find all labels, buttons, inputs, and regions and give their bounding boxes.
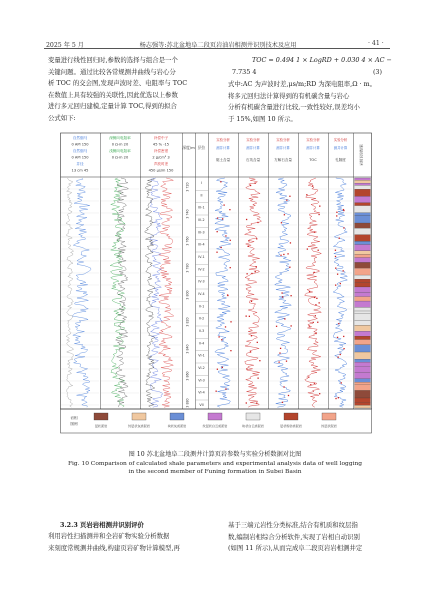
- core-point: [251, 273, 252, 274]
- core-point: [338, 397, 339, 398]
- legend-label: 层状泥岩: [94, 424, 108, 428]
- lithofacies-band: [355, 282, 371, 287]
- core-point: [281, 292, 282, 293]
- figure-caption-cn: 图 10 苏北盆地阜二段测井计算页岩参数与实验分析数据对比图: [128, 451, 302, 458]
- legend-label: 层状粉砂质泥岩: [280, 424, 302, 428]
- core-point: [251, 301, 252, 302]
- core-point: [217, 369, 218, 370]
- lithofacies-band: [355, 313, 371, 320]
- core-point: [256, 403, 257, 404]
- core-point: [288, 395, 289, 396]
- calc-header: 测井计算: [216, 146, 230, 150]
- depth-tick: 3 780: [185, 263, 190, 273]
- core-point: [230, 350, 231, 351]
- core-point: [284, 318, 285, 319]
- legend-swatch: [132, 413, 146, 420]
- layer-label: V-1: [198, 304, 205, 309]
- analysis-header: 实验分析: [246, 138, 260, 142]
- text-line: (如图 11 所示),从而完成阜二段页岩岩相测井定: [228, 544, 363, 553]
- core-point: [337, 337, 338, 338]
- lithofacies-band: [355, 275, 371, 279]
- lithofacies-band: [355, 216, 371, 223]
- core-point: [246, 219, 247, 220]
- core-point: [230, 240, 231, 241]
- parameter-name: 黏土含量: [215, 158, 231, 162]
- core-point: [246, 315, 247, 316]
- core-point: [250, 351, 251, 352]
- calculated-curve: [333, 178, 347, 407]
- equation-3: [232, 55, 392, 67]
- core-point: [227, 294, 228, 295]
- core-point: [283, 386, 284, 387]
- core-point: [257, 342, 258, 343]
- lithofacies-band: [355, 245, 371, 251]
- section-heading: 3.2.3 页岩岩相测井识别评价: [60, 521, 144, 529]
- core-point: [246, 368, 247, 369]
- lithofacies-band: [355, 402, 371, 405]
- core-point: [315, 315, 316, 316]
- core-point: [343, 348, 344, 349]
- core-point: [286, 361, 287, 362]
- depth-tick: 3 740: [185, 209, 190, 219]
- track1-header-label: 井径: [76, 162, 84, 166]
- depth-tick: 3 720: [185, 182, 190, 192]
- track3-header-label: 450 μs/m 150: [148, 168, 174, 173]
- core-point: [248, 240, 249, 241]
- text-line: 利用岩性扫描测井和全岩矿物实验分析数据: [48, 532, 170, 540]
- text-line: 分析有机碳含量进行比较,一致性较好,误差均小: [228, 103, 360, 112]
- lithofacies-band: [355, 331, 371, 336]
- depth-tick: 3 840: [185, 344, 190, 354]
- track2-header-label: 0 Ω·m 20: [111, 142, 129, 147]
- legend-label: 纹层状灰质泥岩: [128, 424, 150, 428]
- equation-line-2: 7.735 4: [232, 68, 257, 76]
- lithofacies-band: [355, 189, 371, 196]
- core-point: [246, 273, 247, 274]
- core-point: [335, 268, 336, 269]
- lithofacies-band: [355, 311, 371, 313]
- calculated-curve: [305, 178, 321, 407]
- core-point: [319, 393, 320, 394]
- core-point: [217, 231, 218, 232]
- track3-header-label: 声波时差: [153, 162, 169, 166]
- lithofacies-band: [355, 287, 371, 293]
- core-point: [314, 272, 315, 273]
- legend-title: 图例: [70, 422, 78, 426]
- calculated-curve: [215, 178, 231, 407]
- lithofacies-band: [355, 321, 371, 326]
- core-point: [336, 215, 337, 216]
- figure-frame: [61, 133, 372, 409]
- core-point: [286, 200, 287, 201]
- text-line: 将多元回归法计算得到的有机碳含量与岩心: [228, 91, 350, 100]
- lithofacies-band: [355, 301, 371, 307]
- text-line: 进行多元回归建模,定量计算 TOC,得到的拟合: [48, 102, 177, 111]
- core-point: [307, 248, 308, 249]
- text-line: 关键问题。通过比较各常规测井曲线与岩心分: [48, 67, 176, 76]
- layer-label: IV-3: [198, 279, 205, 284]
- core-point: [343, 209, 344, 210]
- core-point: [246, 402, 247, 403]
- lithofacies-band: [355, 228, 371, 234]
- core-point: [310, 384, 311, 385]
- lithofacies-band: [355, 223, 371, 228]
- depth-tick: 3 820: [185, 317, 190, 327]
- lithofacies-band: [355, 203, 371, 206]
- layer-label: III-4: [198, 242, 205, 247]
- track3-header-label: 45 % -15: [152, 142, 170, 147]
- lithofacies-band: [355, 325, 371, 331]
- core-point: [223, 204, 224, 205]
- lithofacies-band: [355, 235, 371, 242]
- lithofacies-band: [355, 382, 371, 384]
- core-point: [343, 227, 344, 228]
- lithofacies-band: [355, 183, 371, 185]
- depth-tick: 3 800: [185, 290, 190, 300]
- legend-swatch: [322, 413, 336, 420]
- core-point: [225, 235, 226, 236]
- core-point: [282, 296, 283, 297]
- lithofacies-band: [355, 362, 371, 366]
- core-point: [287, 253, 288, 254]
- depth-header: 深度/m: [182, 145, 195, 150]
- track1-header-label: 0 API 150: [71, 155, 89, 160]
- calculated-curve: [245, 178, 262, 407]
- lithofacies-band: [355, 206, 371, 213]
- track2-header-label: 深侧向电阻率: [109, 136, 131, 140]
- core-point: [340, 283, 341, 284]
- core-point: [289, 196, 290, 197]
- core-point: [314, 297, 315, 298]
- lithofacies-band: [355, 398, 371, 402]
- lithofacies-band: [355, 241, 371, 244]
- core-point: [314, 232, 315, 233]
- core-point: [225, 326, 226, 327]
- lithofacies-band: [355, 345, 371, 352]
- lithofacies-band: [355, 379, 371, 382]
- layer-label: III-2: [198, 218, 205, 222]
- core-point: [282, 402, 283, 403]
- lithofacies-band: [355, 196, 371, 202]
- calc-header: 测井计算: [306, 146, 320, 150]
- equation-line-1: TOC = 0.494 1 × LogRD + 0.030 4 × AC −: [252, 56, 392, 64]
- lithofacies-band: [355, 180, 371, 183]
- core-point: [340, 354, 341, 355]
- core-point: [222, 218, 223, 219]
- core-point: [279, 352, 280, 353]
- layer-label: IV-1: [198, 255, 205, 259]
- calc-header: 测井计算: [276, 146, 290, 150]
- core-point: [335, 284, 336, 285]
- parameter-name: 方解石含量: [274, 158, 292, 162]
- header-rule: [44, 48, 390, 49]
- layer-label: II: [200, 193, 203, 198]
- core-point: [319, 302, 320, 303]
- core-point: [256, 238, 257, 239]
- core-point: [229, 209, 230, 210]
- legend-label: 块状白云质泥岩: [242, 424, 264, 428]
- layer-label: VI-2: [198, 366, 205, 370]
- parameter-name: TOC: [309, 158, 317, 162]
- layer-header: 层位: [197, 145, 206, 150]
- core-point: [318, 214, 319, 215]
- core-point: [222, 367, 223, 368]
- legend-label: 块状灰质泥岩: [167, 424, 187, 428]
- core-point: [255, 271, 256, 272]
- analysis-header: 实验分析: [333, 138, 348, 142]
- text-line: 来刻度常规测井曲线,构建页岩矿物计算模型,再: [48, 543, 180, 552]
- core-point: [335, 250, 336, 251]
- core-point: [281, 222, 282, 223]
- core-point: [318, 250, 319, 251]
- running-title: 杨志强等:苏北盆地阜二段页岩油岩相测井识别技术及应用: [139, 42, 297, 49]
- layer-label: V-4: [198, 341, 205, 346]
- core-point: [308, 377, 309, 378]
- core-point: [220, 181, 221, 182]
- core-point: [250, 185, 251, 186]
- text-line: 公式如下:: [48, 113, 76, 122]
- track3-header-label: 补偿密度: [153, 149, 169, 153]
- caption-en-line-2: in the second member of Funing formation in Subei Basin: [128, 469, 302, 475]
- lithofacies-band: [355, 336, 371, 339]
- depth-tick: 3 760: [185, 236, 190, 246]
- core-point: [343, 336, 344, 337]
- legend-swatch: [170, 413, 184, 420]
- layer-label: III-3: [198, 230, 205, 235]
- equation-number: (3): [372, 68, 382, 76]
- core-point: [309, 291, 310, 292]
- core-point: [306, 194, 307, 195]
- core-point: [338, 323, 339, 324]
- track1-header-label: 0 API 150: [71, 142, 89, 147]
- layer-label: VI-3: [198, 378, 205, 383]
- depth-tick: 3 860: [185, 371, 190, 381]
- core-point: [319, 205, 320, 206]
- lithofacies-band: [355, 385, 371, 391]
- core-point: [284, 214, 285, 215]
- core-point: [341, 382, 342, 383]
- track2-header-label: 浅侧向电阻率: [109, 149, 131, 153]
- core-point: [336, 212, 337, 213]
- core-point: [221, 247, 222, 248]
- lithofacies-band: [355, 372, 371, 378]
- text-line: 基于三端元岩性分类标准,结合有机质和纹层指: [228, 521, 358, 529]
- layer-label: IV-4: [198, 292, 205, 296]
- legend-frame: [61, 409, 372, 433]
- core-point: [338, 357, 339, 358]
- core-point: [278, 361, 279, 362]
- core-point: [216, 391, 217, 392]
- core-point: [339, 238, 340, 239]
- lithofacies-band: [355, 213, 371, 216]
- cnl-curve: [145, 178, 155, 407]
- left-intro-paragraph: [48, 55, 187, 125]
- core-point: [315, 333, 316, 334]
- legend-swatch: [208, 413, 222, 420]
- caliper-curve: [66, 178, 73, 407]
- core-point: [221, 339, 222, 340]
- lithofacies-band: [355, 251, 371, 255]
- legend-swatch: [246, 413, 260, 420]
- core-point: [259, 360, 260, 361]
- lithofacies-band: [355, 258, 371, 263]
- lithofacies-band: [355, 268, 371, 275]
- core-point: [280, 348, 281, 349]
- core-point: [343, 270, 344, 271]
- lithofacies-band: [355, 366, 371, 372]
- core-point: [257, 222, 258, 223]
- track3-header-label: 补偿中子: [153, 136, 169, 140]
- lithofacies-band: [355, 297, 371, 301]
- track1-header-label: 自然伽马: [72, 136, 88, 140]
- lithofacies-header: 岩相识别结果: [359, 144, 364, 166]
- core-point: [225, 388, 226, 389]
- page-number: · 41 ·: [368, 40, 384, 47]
- lithofacies-band: [355, 262, 371, 268]
- lithofacies-band: [355, 339, 371, 344]
- caption-en-line-1: Fig. 10 Comparison of calculated shale parameters and experimental analysis data of well logging: [67, 461, 363, 467]
- parameter-name: 孔隙度: [335, 158, 346, 162]
- analysis-header: 实验分析: [276, 138, 290, 142]
- calc-header: 测井计算: [333, 146, 348, 150]
- core-point: [317, 322, 318, 323]
- core-point: [257, 378, 258, 379]
- layer-label: V-3: [198, 329, 205, 333]
- lithofacies-band: [355, 178, 371, 180]
- core-point: [290, 242, 291, 243]
- core-point: [230, 267, 231, 268]
- core-point: [313, 322, 314, 323]
- core-point: [248, 246, 249, 247]
- core-point: [256, 266, 257, 267]
- core-point: [337, 274, 338, 275]
- core-point: [316, 298, 317, 299]
- right-bottom-paragraph: [228, 520, 362, 555]
- track1-header-label: 自然伽马: [72, 149, 88, 153]
- text-line: 数,编制岩相综合分析软件,实现了岩相自动识别: [228, 532, 360, 541]
- layer-label: VII: [199, 403, 204, 407]
- core-point: [283, 254, 284, 255]
- lithofacies-band: [355, 405, 371, 408]
- core-point: [230, 321, 231, 322]
- ac-curve: [158, 178, 173, 407]
- legend-swatch: [284, 413, 298, 420]
- text-line: 在数值上具有较强的关联性,因此优选以上参数: [48, 90, 178, 99]
- text-line: 析 TOC 的交会图,发现声波时差、电阻率与 TOC: [48, 79, 188, 88]
- calc-header: 测井计算: [246, 146, 260, 150]
- layer-label: V-2: [198, 316, 205, 321]
- running-header: [0, 0, 427, 48]
- core-point: [218, 336, 219, 337]
- layer-label: VI-1: [198, 353, 205, 358]
- lithofacies-band: [355, 254, 371, 257]
- den-curve: [149, 178, 163, 407]
- core-point: [251, 335, 252, 336]
- track2-header-label: 0 Ω·m 20: [111, 155, 129, 160]
- analysis-header: 实验分析: [216, 138, 230, 142]
- equation-3-cont: [232, 67, 382, 79]
- lithofacies-band: [355, 359, 371, 362]
- layer-label: VI-4: [198, 390, 205, 395]
- layer-label: I: [201, 181, 202, 185]
- figure-caption-en: [50, 461, 380, 475]
- core-point: [290, 325, 291, 326]
- analysis-header: 实验分析: [306, 138, 320, 142]
- core-point: [290, 295, 291, 296]
- lithofacies-band: [355, 185, 371, 189]
- text-line: 于 15%,如图 10 所示。: [228, 114, 297, 123]
- issue-date: 2025 年 5 月: [46, 42, 84, 49]
- core-point: [309, 325, 310, 326]
- core-point: [314, 383, 315, 384]
- track3-header-label: 2 g/cm³ 3: [152, 155, 170, 160]
- core-point: [312, 185, 313, 186]
- core-point: [217, 217, 218, 218]
- parameter-name: 石英含量: [245, 158, 261, 162]
- legend-label: 纹层状白云质泥岩: [202, 424, 228, 428]
- core-point: [276, 326, 277, 327]
- layer-label: IV-2: [198, 267, 205, 272]
- lithofacies-band: [355, 307, 371, 311]
- left-bottom-paragraph: [48, 531, 180, 554]
- depth-tick: 3 880: [185, 398, 190, 408]
- gr-curve: [72, 178, 91, 407]
- core-point: [249, 316, 250, 317]
- layer-label: III-1: [198, 205, 205, 210]
- core-point: [335, 256, 336, 257]
- legend-swatch: [94, 413, 108, 420]
- core-point: [216, 252, 217, 253]
- legend-title: 岩相: [70, 416, 78, 420]
- core-point: [254, 183, 255, 184]
- lithofacies-band: [355, 352, 371, 359]
- legend-label: 纹层状泥岩: [321, 424, 337, 428]
- well-log-figure: [60, 131, 372, 442]
- lithofacies-band: [355, 293, 371, 297]
- core-point: [280, 255, 281, 256]
- core-point: [315, 304, 316, 305]
- text-line: 变量进行线性回归时,参数的选择与组合是一个: [48, 56, 178, 64]
- track1-header-label: 13 cm 45: [71, 168, 89, 173]
- text-line: 式中:AC 为声波时差,μs/m;RD 为深电阻率,Ω · m。: [228, 80, 377, 88]
- lithofacies-band: [355, 390, 371, 398]
- lithofacies-band: [355, 279, 371, 282]
- core-point: [289, 267, 290, 268]
- right-intro-paragraph: [228, 79, 376, 125]
- core-point: [335, 398, 336, 399]
